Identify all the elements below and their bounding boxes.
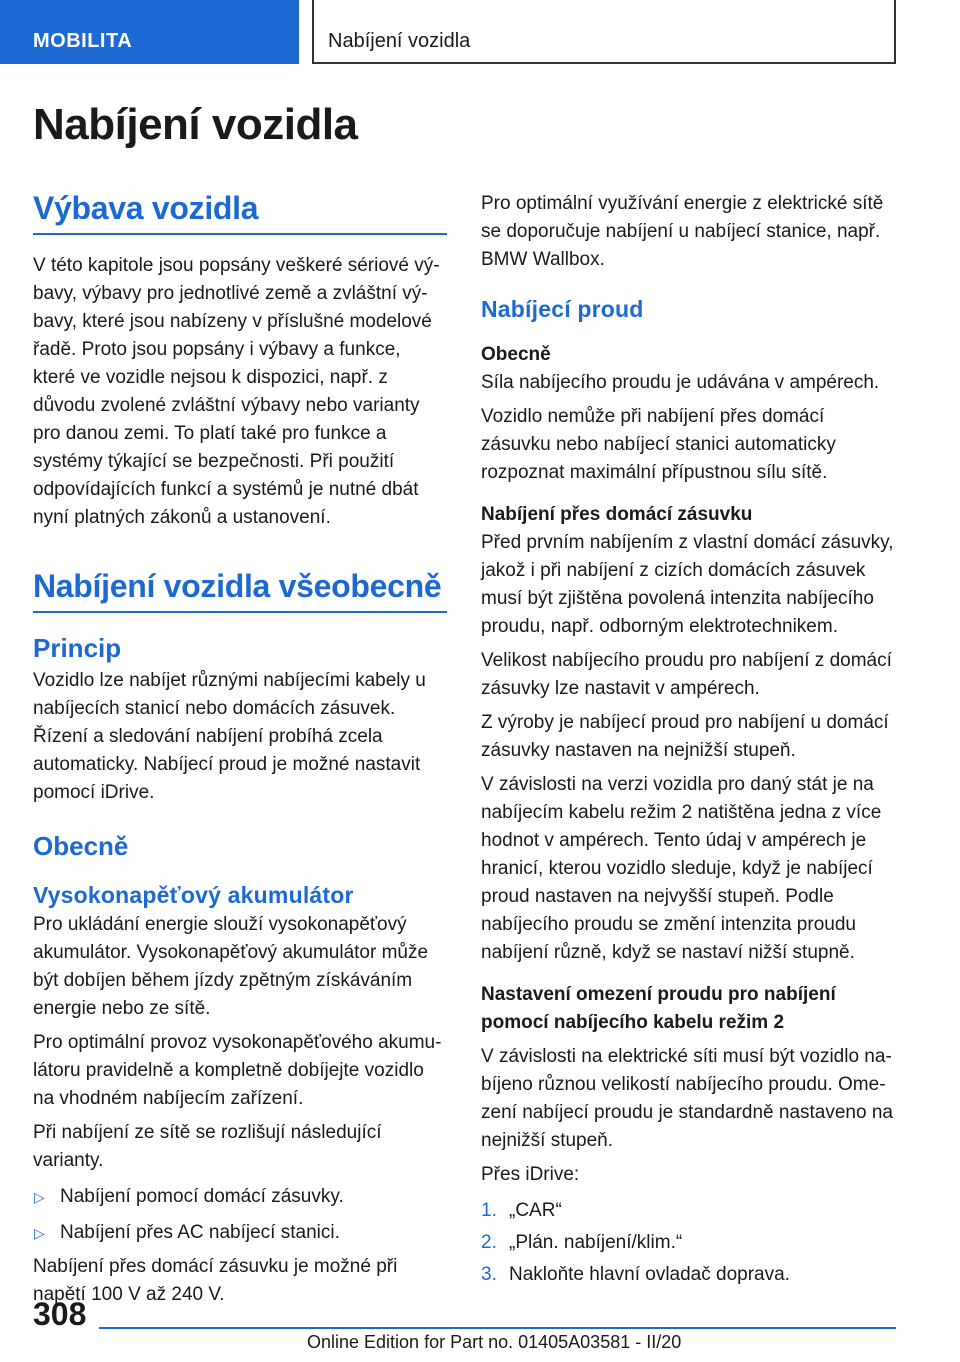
battery-text-3: Při nabíjení ze sítě se rozlišují následující varianty.	[33, 1122, 382, 1171]
general-text-1: Síla nabíjecího proudu je udávána v ampérech.	[481, 372, 880, 393]
step-number: 1.	[481, 1200, 497, 1221]
left-column	[33, 190, 447, 1309]
chapter-header	[312, 0, 896, 64]
list-item	[481, 1261, 895, 1289]
chapter-title: Nabíjení vozidla	[328, 30, 471, 52]
edition-text: Online Edition for Part no. 01405A03581 - II/20	[307, 1332, 682, 1352]
principle-heading: Princip	[33, 633, 122, 663]
socket-text-4: V závislosti na verzi vozidla pro daný stát je na nabíjecím kabelu režim 2 natištěna jedna z více hodnot v ampérech. Tento údaj v ampérech je hranicí, kterou vozidlo sleduje, když je nabíjecí proud nastaven na nejvyšší stupeň. Podle nabíjecího proudu se změní intenzita proudu nabíjení různě, když se nastaví nižší stupně.	[481, 774, 882, 963]
socket-subheading: Nabíjení přes domácí zásuvku	[481, 504, 753, 525]
equipment-text: V této kapitole jsou popsány veškeré sériové výbavy, výbavy pro jednotlivé země a zvláštní výbavy, které jsou nabízeny v příslušné modelové řadě. Proto jsou popsány i výbavy a funkce, které ve vozidle nejsou k dispozici, např. z důvodu zvolené zvláštní výbavy nebo varianty pro danou zemi. To platí také pro funkce a systémy týkající se bezpečnosti. Při použití odpovídajících funkcí a systémů je nutné dbát nyní platných zákonů a ustanovení.	[33, 255, 440, 528]
step-text: „CAR“	[509, 1200, 562, 1221]
limit-text-1: V závislosti na elektrické síti musí být vozidlo nabíjeno různou velikostí nabíjecího proudu. Omezení nabíjecí proudu je standardně nastaveno na nejnižší stupeň.	[481, 1046, 893, 1151]
list-item	[481, 1229, 895, 1257]
obecne-heading: Obecně	[33, 831, 129, 861]
general-text-2: Vozidlo nemůže při nabíjení přes domácí zásuvku nebo nabíjecí stanici automaticky rozpoznat maximální přípustnou sílu sítě.	[481, 406, 836, 483]
general-heading: Nabíjení vozidla všeobecně	[33, 568, 447, 613]
right-column	[481, 190, 895, 1289]
general-subheading: Obecně	[481, 344, 551, 365]
step-number: 2.	[481, 1232, 497, 1253]
limit-subheading: Nastavení omezení proudu pro nabíjení pomocí nabíjecího kabelu režim 2	[481, 984, 836, 1033]
battery-text-1: Pro ukládání energie slouží vysokonapěťový akumulátor. Vysokonapěťový akumulátor může být dobíjen během jízdy zpětným získáváním energie nebo ze sítě.	[33, 914, 429, 1019]
section-tab: MOBILITA	[0, 0, 299, 64]
footer-divider	[99, 1327, 896, 1329]
battery-heading: Vysokonapěťový akumulátor	[33, 882, 354, 908]
battery-text-4: Nabíjení přes domácí zásuvku je možné při napětí 100 V až 240 V.	[33, 1256, 398, 1305]
triangle-bullet-icon: ▷	[34, 1189, 45, 1205]
equipment-heading: Výbava vozidla	[33, 190, 447, 235]
list-item	[33, 1183, 447, 1211]
step-text: „Plán. nabíjení/klim.“	[509, 1232, 683, 1253]
principle-text: Vozidlo lze nabíjet různými nabíjecími kabely u nabíjecích stanicí nebo domácích zásuvek. Řízení a sledování nabíjení probíhá zcela automaticky. Nabíjecí proud je možné nastavit pomocí iDrive.	[33, 670, 426, 803]
socket-text-3: Z výroby je nabíjecí proud pro nabíjení u domácí zásuvky nastaven na nejnižší stupeň.	[481, 712, 889, 761]
socket-text-1: Před prvním nabíjením z vlastní domácí zásuvky, jakož i při nabíjení z cizích domácích zásuvek musí být zjištěna povolená intenzita nabíjecího proudu, např. odborným elektrotechnikem.	[481, 532, 894, 637]
current-heading: Nabíjecí proud	[481, 296, 644, 322]
bullet-text: Nabíjení pomocí domácí zásuvky.	[60, 1186, 344, 1207]
limit-text-2: Přes iDrive:	[481, 1164, 580, 1185]
page-number: 308	[33, 1296, 87, 1332]
intro-text: Pro optimální využívání energie z elektrické sítě se doporučuje nabíjení u nabíjecí stanice, např. BMW Wallbox.	[481, 193, 884, 270]
list-item	[481, 1197, 895, 1225]
list-item	[33, 1219, 447, 1247]
battery-text-2: Pro optimální provoz vysokonapěťového akumulátoru pravidelně a kompletně dobíjejte vozidlo na vhodném nabíjecím zařízení.	[33, 1032, 442, 1109]
page-title: Nabíjení vozidla	[33, 100, 358, 149]
step-number: 3.	[481, 1264, 497, 1285]
triangle-bullet-icon: ▷	[34, 1225, 45, 1241]
step-text: Nakloňte hlavní ovladač doprava.	[509, 1264, 790, 1285]
bullet-text: Nabíjení přes AC nabíjecí stanici.	[60, 1222, 340, 1243]
socket-text-2: Velikost nabíjecího proudu pro nabíjení z domácí zásuvky lze nastavit v ampérech.	[481, 650, 892, 699]
